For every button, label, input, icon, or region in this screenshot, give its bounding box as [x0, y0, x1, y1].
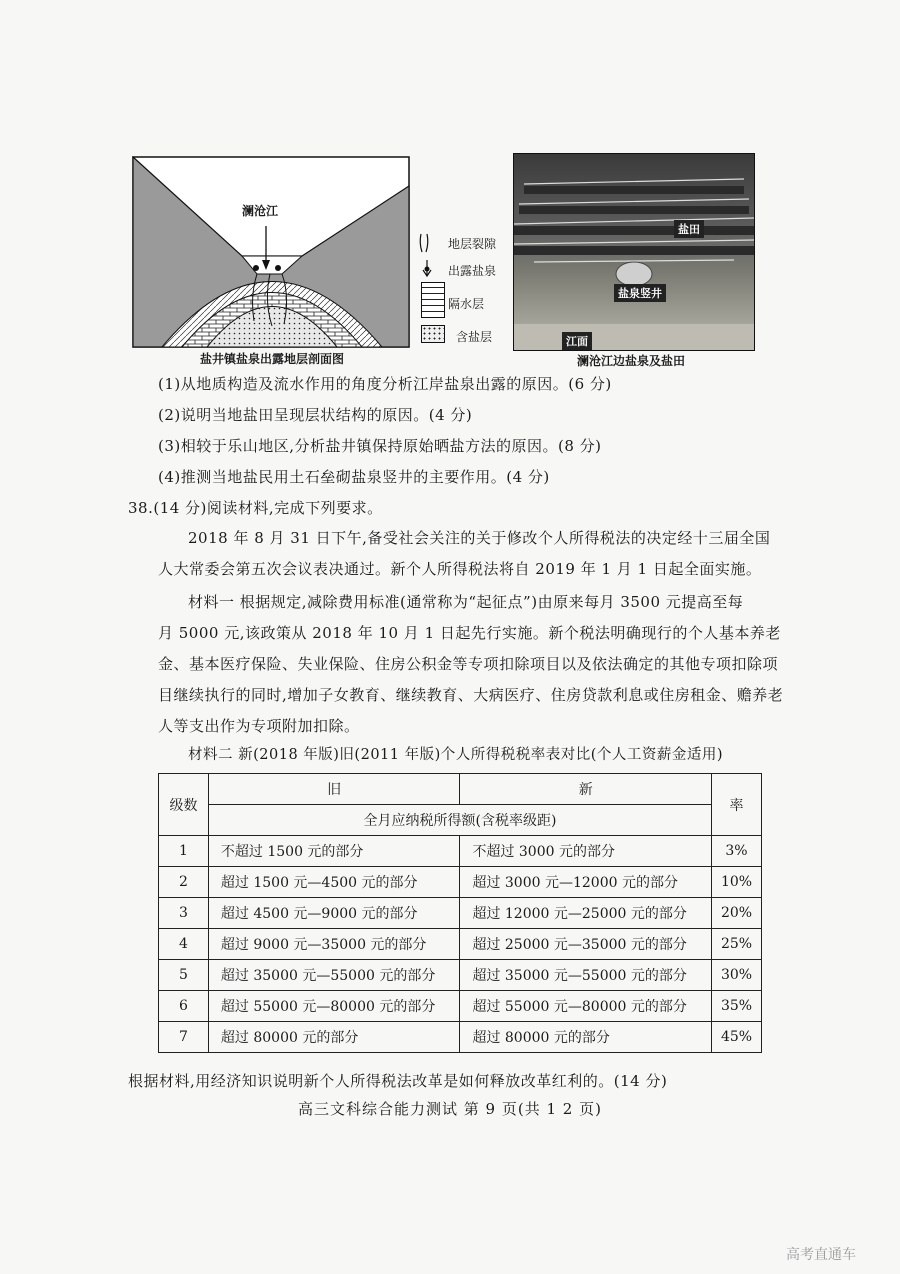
row-old: 超过 1500 元—4500 元的部分	[208, 867, 460, 898]
row-old: 超过 4500 元—9000 元的部分	[208, 898, 460, 929]
photo-tag-saltfield: 盐田	[674, 220, 704, 238]
intro-line-2: 人大常委会第五次会议表决通过。新个人所得税法将自 2019 年 1 月 1 日起全面实施。	[158, 560, 762, 578]
table-row	[159, 1022, 762, 1053]
legend-spring: 出露盐泉	[448, 264, 497, 278]
row-level: 4	[159, 929, 209, 960]
legend-crack-icon	[418, 232, 432, 254]
row-new: 超过 55000 元—80000 元的部分	[460, 991, 712, 1022]
row-new: 超过 3000 元—12000 元的部分	[460, 867, 712, 898]
header-rate: 率	[712, 774, 762, 836]
header-level: 级数	[159, 774, 209, 836]
row-level: 2	[159, 867, 209, 898]
photo-tag-river: 江面	[562, 332, 592, 350]
table-row	[159, 898, 762, 929]
material2-title: 材料二 新(2018 年版)旧(2011 年版)个人所得税税率表对比(个人工资薪金适用)	[188, 747, 724, 763]
left-figure-caption: 盐井镇盐泉出露地层剖面图	[200, 352, 345, 366]
row-rate: 35%	[712, 991, 762, 1022]
legend-crack: 地层裂隙	[448, 237, 497, 251]
table-body	[159, 836, 762, 1053]
salt-terrace-drawing	[514, 154, 754, 350]
row-rate: 10%	[712, 867, 762, 898]
row-rate: 45%	[712, 1022, 762, 1053]
row-old: 超过 35000 元—55000 元的部分	[208, 960, 460, 991]
row-level: 1	[159, 836, 209, 867]
table-row	[159, 991, 762, 1022]
row-level: 7	[159, 1022, 209, 1053]
row-new: 超过 25000 元—35000 元的部分	[460, 929, 712, 960]
table-row	[159, 929, 762, 960]
material1-line-3: 金、基本医疗保险、失业保险、住房公积金等专项扣除项目以及依法确定的其他专项扣除项	[158, 655, 779, 673]
river-label: 澜沧江	[242, 204, 279, 218]
row-new: 不超过 3000 元的部分	[460, 836, 712, 867]
photo-tag-shaft: 盐泉竖井	[614, 284, 666, 302]
row-level: 5	[159, 960, 209, 991]
salt-field-photo	[513, 153, 755, 351]
header-new: 新	[460, 774, 712, 805]
row-level: 3	[159, 898, 209, 929]
legend-aquiclude: 隔水层	[448, 297, 485, 311]
table-row	[159, 836, 762, 867]
watermark: 高考直通车	[786, 1247, 856, 1263]
table-row	[159, 960, 762, 991]
question-37-3: (3)相较于乐山地区,分析盐井镇保持原始晒盐方法的原因。(8 分)	[158, 437, 602, 455]
material1-line-1: 材料一 根据规定,减除费用标准(通常称为“起征点”)由原来每月 3500 元提高至每	[188, 593, 744, 611]
header-subtitle: 全月应纳税所得额(含税率级距)	[208, 805, 711, 836]
question-37-2: (2)说明当地盐田呈现层状结构的原因。(4 分)	[158, 406, 473, 424]
legend-aquiclude-icon	[421, 282, 445, 318]
row-rate: 30%	[712, 960, 762, 991]
question-37-4: (4)推测当地盐民用土石垒砌盐泉竖井的主要作用。(4 分)	[158, 468, 550, 486]
question-38-head: 38.(14 分)阅读材料,完成下列要求。	[128, 499, 383, 517]
material1-line-4: 目继续执行的同时,增加子女教育、继续教育、大病医疗、住房贷款利息或住房租金、赡养老	[158, 686, 784, 704]
row-level: 6	[159, 991, 209, 1022]
legend-spring-icon	[420, 260, 434, 278]
table-row	[159, 867, 762, 898]
row-old: 超过 80000 元的部分	[208, 1022, 460, 1053]
row-new: 超过 35000 元—55000 元的部分	[460, 960, 712, 991]
row-rate: 20%	[712, 898, 762, 929]
legend-salt-layer-icon	[421, 325, 445, 343]
question-37-1: (1)从地质构造及流水作用的角度分析江岸盐泉出露的原因。(6 分)	[158, 375, 612, 393]
material1-line-5: 人等支出作为专项附加扣除。	[158, 717, 360, 735]
tax-rate-table	[158, 773, 762, 1053]
cross-section-drawing	[132, 156, 410, 348]
intro-line-1: 2018 年 8 月 31 日下午,备受社会关注的关于修改个人所得税法的决定经十三届全国	[188, 529, 771, 547]
legend-salt-layer: 含盐层	[456, 330, 493, 344]
header-old: 旧	[208, 774, 460, 805]
row-new: 超过 12000 元—25000 元的部分	[460, 898, 712, 929]
material1-line-2: 月 5000 元,该政策从 2018 年 10 月 1 日起先行实施。新个税法明确现行的个人基本养老	[158, 624, 781, 642]
row-old: 不超过 1500 元的部分	[208, 836, 460, 867]
row-new: 超过 80000 元的部分	[460, 1022, 712, 1053]
page-footer: 高三文科综合能力测试 第 9 页(共 1 2 页)	[298, 1100, 602, 1118]
row-old: 超过 55000 元—80000 元的部分	[208, 991, 460, 1022]
row-old: 超过 9000 元—35000 元的部分	[208, 929, 460, 960]
question-38-task: 根据材料,用经济知识说明新个人所得税法改革是如何释放改革红利的。(14 分)	[128, 1072, 668, 1090]
right-figure-caption: 澜沧江边盐泉及盐田	[577, 354, 686, 368]
row-rate: 3%	[712, 836, 762, 867]
geologic-cross-section	[132, 156, 410, 348]
row-rate: 25%	[712, 929, 762, 960]
